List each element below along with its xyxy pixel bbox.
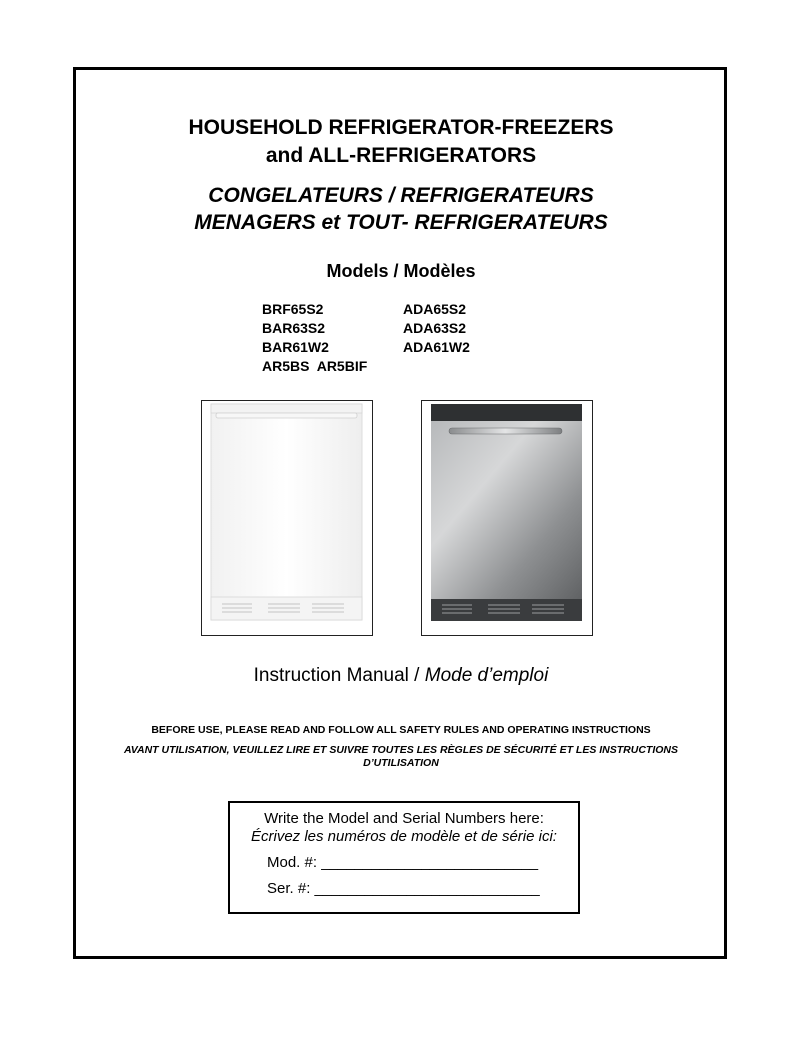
stainless-refrigerator-illustration (422, 401, 592, 635)
model-list (262, 300, 522, 376)
serial-box-instruction-french: Écrivez les numéros de modèle et de série ici: (251, 828, 557, 845)
model-number: AR5BS AR5BIF (262, 358, 368, 374)
manual-title-english: Instruction Manual / (253, 665, 425, 686)
title-french-line-2: MENAGERS et TOUT- REFRIGERATEURS (194, 211, 608, 234)
model-number-field: Mod. #: __________________________ (267, 854, 539, 871)
model-number: ADA61W2 (403, 339, 470, 355)
model-number: BAR61W2 (262, 339, 329, 355)
safety-warning-french: AVANT UTILISATION, VEUILLEZ LIRE ET SUIVRE TOUTES LES RÈGLES DE SÉCURITÉ ET LES INSTRUCTIONS D’UTILISATION (123, 744, 678, 769)
model-row (262, 300, 522, 319)
safety-warning-english: BEFORE USE, PLEASE READ AND FOLLOW ALL SAFETY RULES AND OPERATING INSTRUCTIONS (151, 724, 651, 736)
manual-title (0, 665, 802, 687)
serial-number-field: Ser. #: ___________________________ (267, 880, 540, 897)
white-refrigerator-image (201, 400, 373, 636)
model-number: ADA63S2 (403, 320, 467, 336)
model-row (262, 319, 522, 338)
white-refrigerator-illustration (202, 401, 372, 635)
model-number: BAR63S2 (262, 320, 326, 336)
serial-number-box (228, 801, 580, 914)
models-heading: Models / Modèles (326, 261, 476, 281)
serial-box-instruction-english: Write the Model and Serial Numbers here: (264, 810, 544, 827)
model-row (262, 338, 522, 357)
title-french-line-1: CONGELATEURS / REFRIGERATEURS (208, 184, 594, 207)
model-number: BRF65S2 (262, 301, 324, 317)
manual-title-french: Mode d’emploi (424, 665, 549, 686)
model-row (262, 357, 522, 376)
title-english-line-1: HOUSEHOLD REFRIGERATOR-FREEZERS (188, 116, 614, 139)
model-number: ADA65S2 (403, 301, 467, 317)
title-english-line-2: and ALL-REFRIGERATORS (265, 144, 537, 167)
stainless-refrigerator-image (421, 400, 593, 636)
